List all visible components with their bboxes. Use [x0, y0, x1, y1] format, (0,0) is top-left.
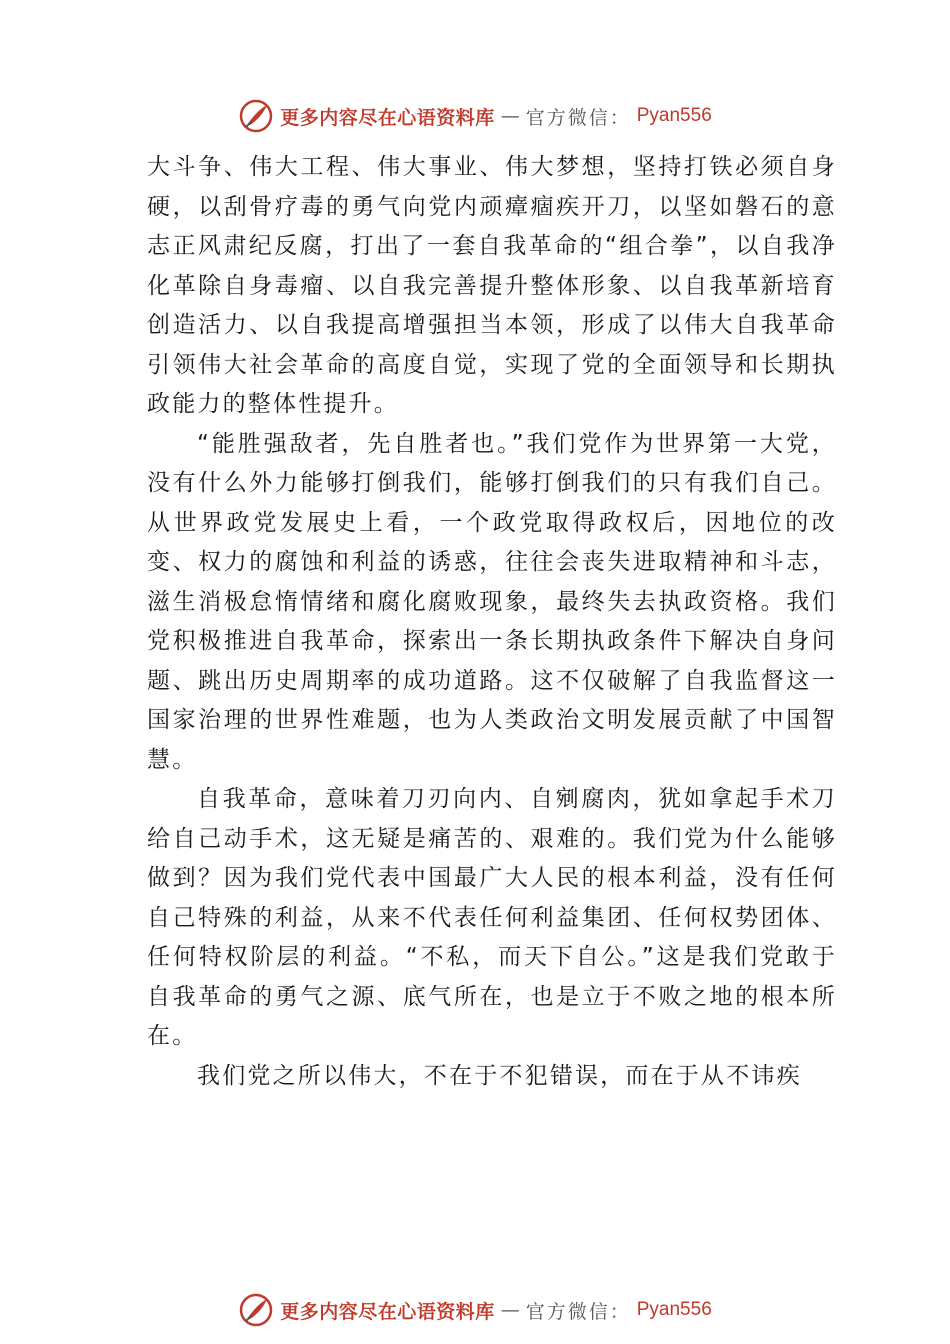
banner-official-label: 官方微信：	[525, 1300, 631, 1323]
document-body	[147, 148, 837, 1096]
paragraph-1: 大斗争、伟大工程、伟大事业、伟大梦想，坚持打铁必须自身硬，以刮骨疗毒的勇气向党内顽瘴痼疾开刀，以坚如磐石的意志正风肃纪反腐，打出了一套自我革命的“组合拳”，以自我净化革除自身毒瘤、以自我完善提升整体形象、以自我革新培育创造活力、以自我提高增强担当本领，形成了以伟大自我革命引领伟大社会革命的高度自觉，实现了党的全面领导和长期执政能力的整体性提升。	[147, 154, 837, 417]
feather-quill-logo-icon	[238, 1292, 274, 1328]
banner-wechat-id: Pyan556	[636, 1299, 712, 1320]
banner-title: 更多内容尽在心语资料库	[280, 1300, 495, 1323]
paragraph-4: 我们党之所以伟大，不在于不犯错误，而在于从不讳疾	[197, 1062, 802, 1089]
header-banner	[0, 96, 950, 136]
banner-separator: —	[500, 105, 520, 127]
paragraph-2: “能胜强敌者，先自胜者也。”我们党作为世界第一大党，没有什么外力能够打倒我们，能够打倒我们的只有我们自己。从世界政党发展史上看，一个政党取得政权后，因地位的改变、权力的腐蚀和利益的诱惑，往往会丧失进取精神和斗志，滋生消极怠惰情绪和腐化腐败现象，最终失去执政资格。我们党积极推进自我革命，探索出一条长期执政条件下解决自身问题、跳出历史周期率的成功道路。这不仅破解了自我监督这一国家治理的世界性难题，也为人类政治文明发展贡献了中国智慧。	[147, 430, 837, 773]
feather-quill-logo-icon	[238, 98, 274, 134]
footer-banner	[0, 1290, 950, 1330]
banner-official-label: 官方微信：	[525, 106, 631, 129]
banner-separator: —	[500, 1299, 520, 1321]
banner-title: 更多内容尽在心语资料库	[280, 106, 495, 129]
banner-wechat-id: Pyan556	[636, 105, 712, 126]
paragraph-3: 自我革命，意味着刀刃向内、自剜腐肉，犹如拿起手术刀给自己动手术，这无疑是痛苦的、艰难的。我们党为什么能够做到？因为我们党代表中国最广大人民的根本利益，没有任何自己特殊的利益，从来不代表任何利益集团、任何权势团体、任何特权阶层的利益。“不私，而天下自公。”这是我们党敢于自我革命的勇气之源、底气所在，也是立于不败之地的根本所在。	[147, 786, 837, 1049]
